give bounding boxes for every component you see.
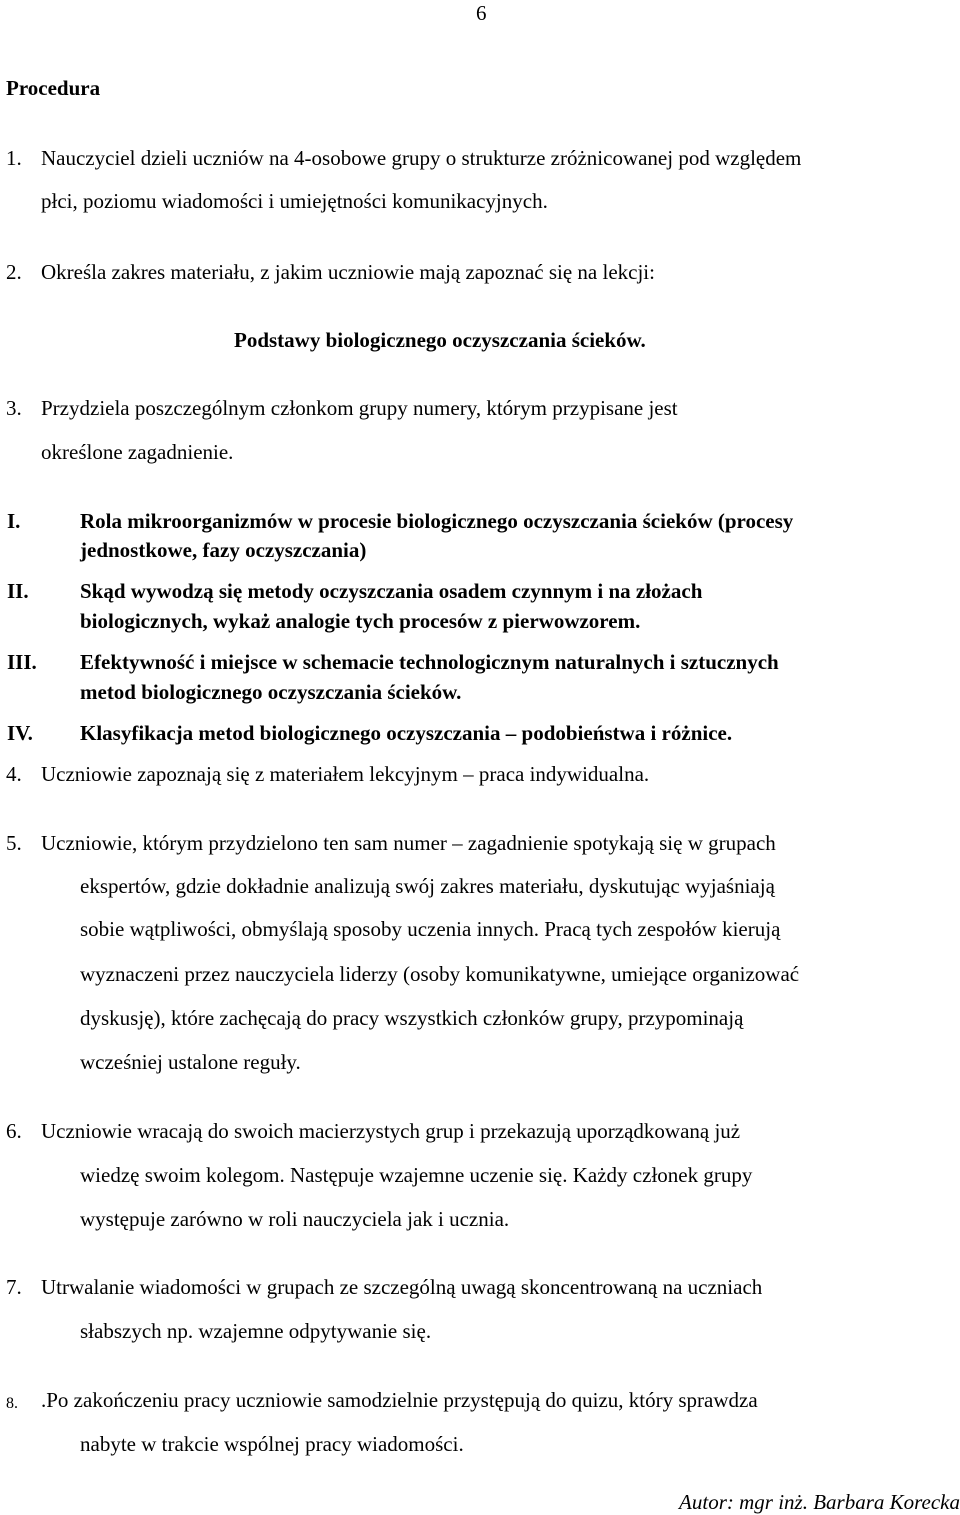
topic-2-line-2: biologicznych, wykaż analogie tych procesów z pierwowzorem. [80,609,641,633]
step-2-line-1: Określa zakres materiału, z jakim uczniowie mają zapoznać się na lekcji: [41,260,655,284]
step-5-line-5: dyskusję), które zachęcają do pracy wszystkich członków grupy, przypominają [80,1006,744,1030]
topic-1-line-2: jednostkowe, fazy oczyszczania) [80,538,367,562]
topic-3-number: III. [7,650,37,674]
step-4-number: 4. [6,762,22,786]
step-6-line-1: Uczniowie wracają do swoich macierzystych grup i przekazują uporządkowaną już [41,1119,741,1143]
step-1-line-2: płci, poziomu wiadomości i umiejętności komunikacyjnych. [41,189,548,213]
step-6-line-2: wiedzę swoim kolegom. Następuje wzajemne uczenie się. Każdy członek grupy [80,1163,753,1187]
step-8-number: 8. [6,1395,18,1412]
step-2-subtitle: Podstawy biologicznego oczyszczania ścieków. [234,328,646,352]
topic-4-line-1: Klasyfikacja metod biologicznego oczyszczania – podobieństwa i różnice. [80,721,733,745]
topic-2-line-1: Skąd wywodzą się metody oczyszczania osadem czynnym i na złożach [80,579,703,603]
step-1-number: 1. [6,146,22,170]
step-5-line-4: wyznaczeni przez nauczyciela liderzy (osoby komunikatywne, umiejące organizować [80,962,800,986]
topic-4-number: IV. [7,721,33,745]
step-6-line-3: występuje zarówno w roli nauczyciela jak i ucznia. [80,1207,510,1231]
step-5-line-2: ekspertów, gdzie dokładnie analizują swój zakres materiału, dyskutując wyjaśniają [80,874,775,898]
step-5-line-1: Uczniowie, którym przydzielono ten sam numer – zagadnienie spotykają się w grupach [41,831,776,855]
step-3-number: 3. [6,396,22,420]
section-heading: Procedura [6,76,101,100]
page-number: 6 [476,1,487,25]
step-3-line-2: określone zagadnienie. [41,440,234,464]
topic-3-line-2: metod biologicznego oczyszczania ścieków. [80,680,462,704]
topic-2-number: II. [7,579,29,603]
step-3-line-1: Przydziela poszczególnym członkom grupy numery, którym przypisane jest [41,396,678,420]
step-2-number: 2. [6,260,22,284]
step-7-line-2: słabszych np. wzajemne odpytywanie się. [80,1319,432,1343]
topic-1-number: I. [7,509,21,533]
step-5-line-6: wcześniej ustalone reguły. [80,1050,301,1074]
step-7-line-1: Utrwalanie wiadomości w grupach ze szczególną uwagą skoncentrowaną na uczniach [41,1275,763,1299]
author-credit: Autor: mgr inż. Barbara Korecka [679,1490,960,1514]
step-7-number: 7. [6,1275,22,1299]
step-8-line-2: nabyte w trakcie wspólnej pracy wiadomości. [80,1432,464,1456]
topic-1-line-1: Rola mikroorganizmów w procesie biologicznego oczyszczania ścieków (procesy [80,509,794,533]
step-5-line-3: sobie wątpliwości, obmyślają sposoby uczenia innych. Pracą tych zespołów kierują [80,917,781,941]
step-1-line-1: Nauczyciel dzieli uczniów na 4-osobowe grupy o strukturze zróżnicowanej pod względem [41,146,802,170]
step-5-number: 5. [6,831,22,855]
topic-3-line-1: Efektywność i miejsce w schemacie technologicznym naturalnych i sztucznych [80,650,779,674]
step-6-number: 6. [6,1119,22,1143]
step-4-line-1: Uczniowie zapoznają się z materiałem lekcyjnym – praca indywidualna. [41,762,650,786]
step-8-line-1: .Po zakończeniu pracy uczniowie samodzielnie przystępują do quizu, który sprawdza [41,1388,758,1412]
